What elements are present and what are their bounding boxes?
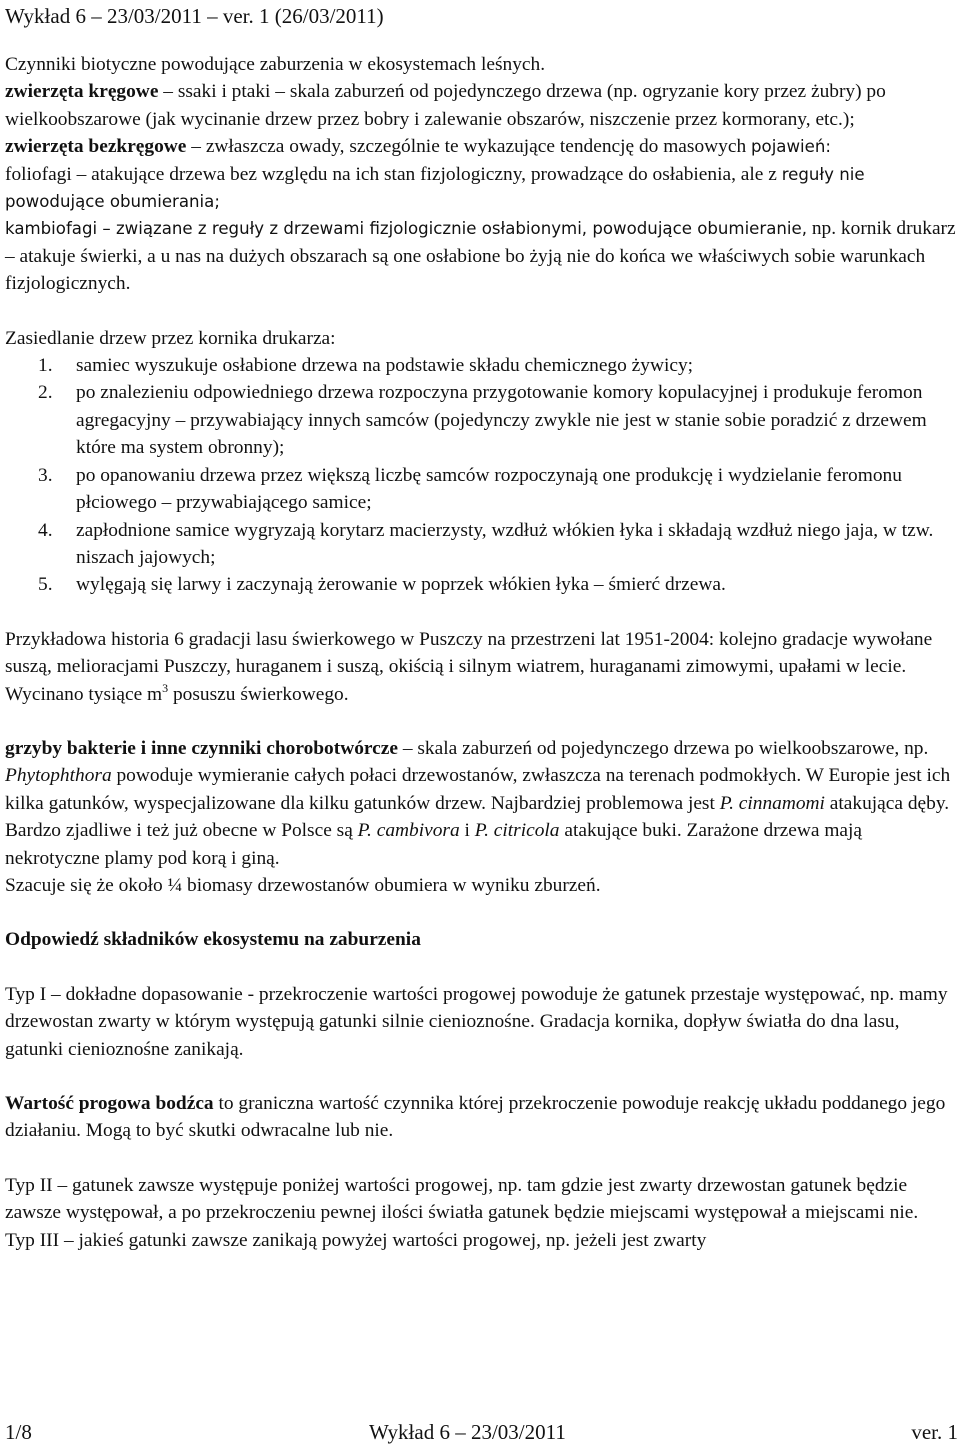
footer-version: ver. 1 <box>911 1420 958 1444</box>
history-tail: posuszu świerkowego. <box>168 683 349 705</box>
biomass-line: Szacuje się że około ¼ biomasy drzewostanów obumiera w wyniku zburzeń. <box>5 874 601 896</box>
fungi-text-4: i <box>459 820 475 842</box>
cinnamomi-name: P. cinnamomi <box>719 792 825 814</box>
fungi-paragraph <box>5 735 957 872</box>
type1-paragraph: Typ I – dokładne dopasowanie - przekroczenie wartości progowej powoduje że gatunek przestaje występować, np. mamy drzewostan zwarty w którym występują gatunki silnie cienioznośne. Gradacja kornika, dopływ światła do dna lasu, gatunki cienioznośne zanikają. <box>5 983 948 1060</box>
type2-paragraph: Typ II – gatunek zawsze występuje poniżej wartości progowej, np. tam gdzie jest zwarty drzewostan gatunek będzie zawsze występował, a po przekroczeniu pewnej ilości światła gatunek będzie miejscami występował a miejscami nie. <box>5 1174 919 1224</box>
page-header: Wykład 6 – 23/03/2011 – ver. 1 (26/03/2011) <box>5 4 384 28</box>
history-text: Przykładowa historia 6 gradacji lasu świerkowego w Puszczy na przestrzeni lat 1951-2004: kolejno gradacje wywołane suszą, melioracjami Puszczy, huraganem i suszą, okiścią i silnym wiatrem, huraganami zimowymi, upałami w lecie. Wycinano tysiące m <box>5 628 933 705</box>
threshold-text: to graniczna wartość czynnika której przekroczenie powoduje reakcję układu poddanego jego działaniu. Mogą to być skutki odwracalne lub nie. <box>5 1093 946 1142</box>
step-number: 4. <box>38 519 53 541</box>
page-footer <box>5 1418 958 1446</box>
page-number: 1/8 <box>5 1420 32 1444</box>
kambiofagi-paragraph <box>5 215 957 297</box>
vertebrates-text: – ssaki i ptaki – skala zaburzeń od pojedynczego drzewa (np. ogryzanie kory przez żubry) po wielkoobszarowe (jak wycinanie drzew przez bobry i zalewanie obszarów, niszczenie przez kormorany, etc.); <box>5 81 886 130</box>
list-item <box>5 571 957 598</box>
fungi-text-3: atakująca dęby. Bardzo zjadliwe i też już obecne w Polsce są <box>5 792 950 842</box>
foliofagi-paragraph <box>5 161 957 216</box>
step-text: po znalezieniu odpowiedniego drzewa rozpoczyna przygotowanie komory kopulacyjnej i produkuje feromon agregacyjny – przywabiający innych samców (pojedynczy zwykle nie jest w stanie sobie poradzić z drzewem które ma system obronny); <box>76 382 927 459</box>
fungi-text-2: powoduje wymieranie całych połaci drzewostanów, zwłaszcza na terenach podmokłych. W Europie jest ich kilka gatunków, wyspecjalizowane dla kilku gatunków drzew. Najbardziej problemowa jest <box>5 765 951 814</box>
fungi-label: grzyby bakterie i inne czynniki chorobotwórcze <box>5 737 398 759</box>
superscript-three: 3 <box>162 680 169 695</box>
list-item <box>5 517 957 572</box>
foliofagi-text-2: reguły nie powodujące obumierania; <box>5 164 865 212</box>
invertebrates-label: zwierzęta bezkręgowe <box>5 136 187 158</box>
history-paragraph <box>5 626 957 708</box>
intro-line: Czynniki biotyczne powodujące zaburzenia w ekosystemach leśnych. <box>5 54 546 75</box>
invertebrates-text-1: – zwłaszcza owady, szczególnie te wykazujące tendencję do masowych <box>186 136 752 158</box>
spacer <box>5 899 957 926</box>
kambiofagi-text-1: kambiofagi – związane z reguły z drzewami fizjologicznie osłabionymi, powodujące obumieranie, <box>5 219 807 239</box>
spacer <box>5 1063 957 1090</box>
document-body <box>5 51 957 1254</box>
fungi-text-1: – skala zaburzeń od pojedynczego drzewa po wielkoobszarowe, np. <box>397 737 929 759</box>
step-number: 3. <box>38 464 53 486</box>
cambivora-name: P. cambivora <box>357 820 460 842</box>
list-item <box>5 379 957 461</box>
spacer <box>5 1145 957 1172</box>
type3-paragraph: Typ III – jakieś gatunki zawsze zanikają powyżej wartości progowej, np. jeżeli jest zwarty <box>5 1229 707 1251</box>
step-text: po opanowaniu drzewa przez większą liczbę samców rozpoczynają one produkcję i wydzielanie feromonu płciowego – przywabiającego samice; <box>76 464 902 514</box>
spacer <box>5 599 957 626</box>
step-text: zapłodnione samice wygryzają korytarz macierzysty, wzdłuż włókien łyka i składają wzdłuż niego jaja, w tzw. niszach jajowych; <box>76 519 934 568</box>
step-text: samiec wyszukuje osłabione drzewa na podstawie składu chemicznego żywicy; <box>76 355 694 377</box>
fungi-text-5: atakujące buki. Zarażone drzewa mają nekrotyczne plamy pod korą i giną. <box>5 820 863 869</box>
colonization-steps <box>5 352 957 599</box>
citricola-name: P. citricola <box>474 820 560 842</box>
invertebrates-paragraph <box>5 133 957 160</box>
footer-title: Wykład 6 – 23/03/2011 <box>369 1420 566 1444</box>
colonization-title: Zasiedlanie drzew przez kornika drukarza: <box>5 327 336 349</box>
invertebrates-text-2: pojawień: <box>751 137 831 157</box>
threshold-paragraph <box>5 1090 957 1145</box>
spacer <box>5 954 957 981</box>
list-item <box>5 352 957 379</box>
vertebrates-paragraph <box>5 78 957 133</box>
response-heading: Odpowiedź składników ekosystemu na zaburzenia <box>5 929 421 951</box>
vertebrates-label: zwierzęta kręgowe <box>5 81 159 103</box>
kambiofagi-text-2: np. kornik drukarz – atakuje świerki, a u nas na dużych obszarach są one osłabione bo żyją nie do końca we właściwych sobie warunkach fizjologicznych. <box>5 218 956 295</box>
phytophthora-name: Phytophthora <box>5 765 112 787</box>
step-number: 5. <box>38 574 53 596</box>
list-item <box>5 462 957 517</box>
spacer <box>5 298 957 325</box>
step-number: 2. <box>38 382 53 404</box>
threshold-label: Wartość progowa bodźca <box>5 1093 214 1114</box>
step-text: wylęgają się larwy i zaczynają żerowanie w poprzek włókien łyka – śmierć drzewa. <box>76 574 726 596</box>
foliofagi-text-1: foliofagi – atakujące drzewa bez względu na ich stan fizjologiczny, prowadzące do osłabienia, ale z <box>5 163 782 185</box>
step-number: 1. <box>38 355 53 377</box>
spacer <box>5 708 957 735</box>
